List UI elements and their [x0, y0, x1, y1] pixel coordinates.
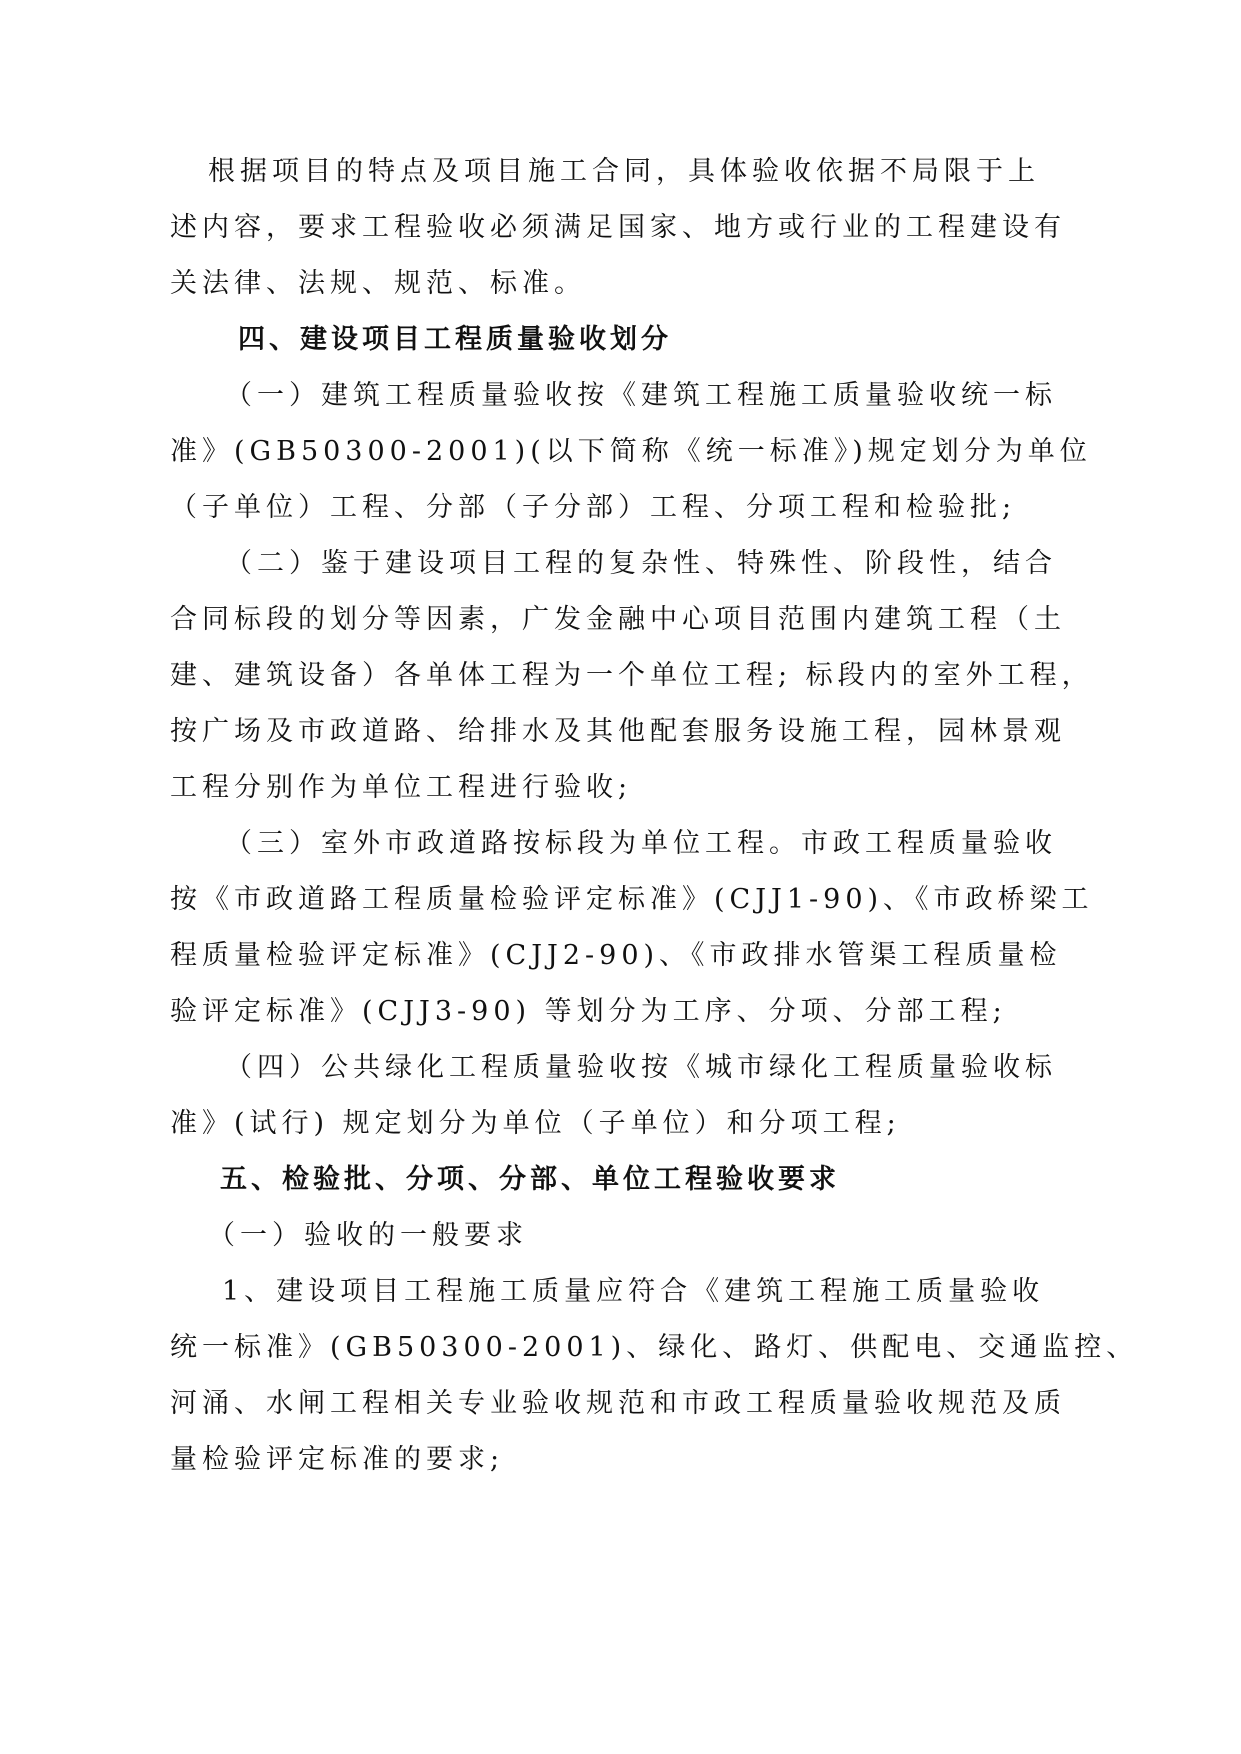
paragraph-line: 按《市政道路工程质量检验评定标准》(CJJ1-90)、《市政桥梁工	[170, 884, 1094, 915]
paragraph-line: 1、建设项目工程施工质量应符合《建筑工程施工质量验收	[222, 1276, 1045, 1307]
paragraph-line: 准》(试行) 规定划分为单位（子单位）和分项工程;	[170, 1108, 901, 1139]
paragraph-line: 建、建筑设备）各单体工程为一个单位工程; 标段内的室外工程，	[170, 660, 1094, 691]
paragraph-line: 关法律、法规、规范、标准。	[170, 268, 586, 299]
paragraph-line: 量检验评定标准的要求;	[170, 1444, 505, 1475]
paragraph-line: （二）鉴于建设项目工程的复杂性、特殊性、阶段性，结合	[225, 548, 1057, 579]
paragraph-line: 按广场及市政道路、给排水及其他配套服务设施工程，园林景观	[170, 716, 1066, 747]
paragraph-line: （子单位）工程、分部（子分部）工程、分项工程和检验批;	[170, 492, 1017, 523]
section-heading: 四、建设项目工程质量验收划分	[238, 324, 672, 355]
paragraph-line: 统一标准》(GB50300-2001)、绿化、路灯、供配电、交通监控、	[170, 1332, 1139, 1363]
paragraph-line: 根据项目的特点及项目施工合同，具体验收依据不局限于上	[208, 156, 1040, 187]
paragraph-line: 河涌、水闸工程相关专业验收规范和市政工程质量验收规范及质	[170, 1388, 1066, 1419]
paragraph-line: 程质量检验评定标准》(CJJ2-90)、《市政排水管渠工程质量检	[170, 940, 1062, 971]
paragraph-line: 准》(GB50300-2001)(以下简称《统一标准》)规定划分为单位	[170, 436, 1092, 467]
paragraph-line: （四）公共绿化工程质量验收按《城市绿化工程质量验收标	[225, 1052, 1057, 1083]
subsection-heading: （一）验收的一般要求	[208, 1220, 528, 1251]
paragraph-line: 验评定标准》(CJJ3-90) 等划分为工序、分项、分部工程;	[170, 996, 1007, 1027]
paragraph-line: 述内容，要求工程验收必须满足国家、地方或行业的工程建设有	[170, 212, 1066, 243]
paragraph-line: （三）室外市政道路按标段为单位工程。市政工程质量验收	[225, 828, 1057, 859]
paragraph-line: 合同标段的划分等因素，广发金融中心项目范围内建筑工程（土	[170, 604, 1066, 635]
paragraph-line: 工程分别作为单位工程进行验收;	[170, 772, 633, 803]
paragraph-line: （一）建筑工程质量验收按《建筑工程施工质量验收统一标	[225, 380, 1057, 411]
section-heading: 五、检验批、分项、分部、单位工程验收要求	[220, 1164, 840, 1195]
